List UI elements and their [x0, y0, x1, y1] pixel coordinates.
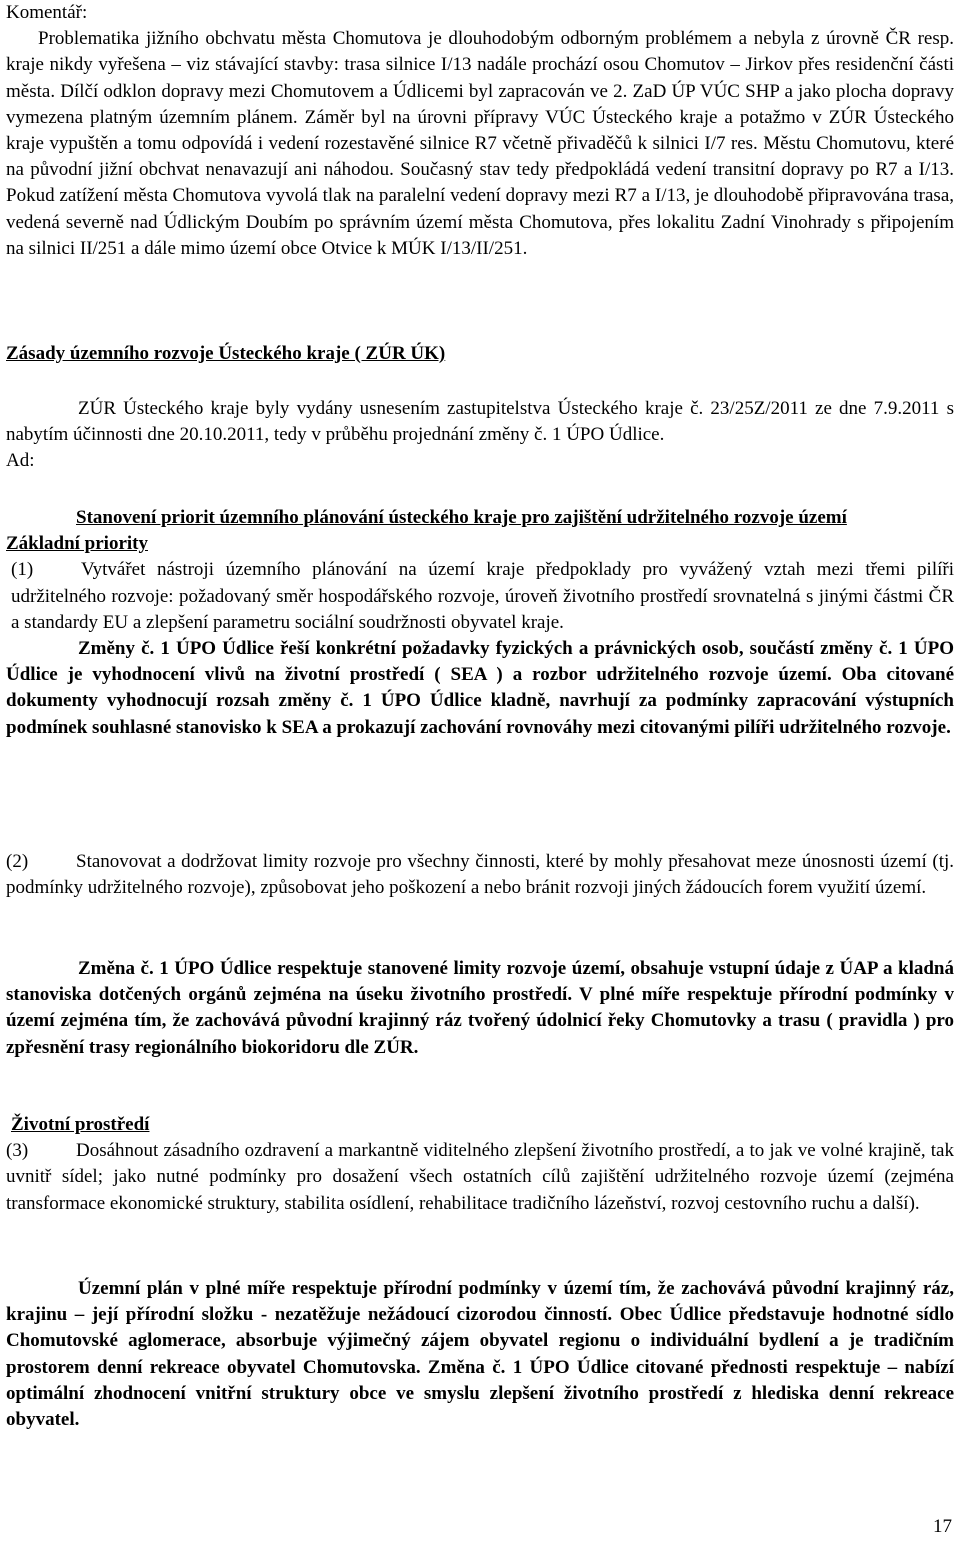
item1-title: Stanovení priorit územního plánování ústeckého kraje pro zajištění udržitelného rozvoje území: [76, 507, 847, 528]
p1-number: (1): [11, 559, 34, 581]
p1-comment: Změny č. 1 ÚPO Údlice řeší konkrétní požadavky fyzických a právnických osob, součástí změny č. 1 ÚPO Údlice je vyhodnocení vlivů na životní prostředí ( SEA ) a rozbor udržitelného rozvoje území. Oba citované dokumenty vyhodnocují rozsah změny č. 1 ÚPO Údlice kladně, navrhují za podmínky zapracování výstupních podmínek souhlasné stanovisko k SEA a prokazují zachování rovnováhy mezi citovanými pilíři udržitelného rozvoje.: [6, 638, 954, 738]
p3-text: Dosáhnout zásadního ozdravení a markantně viditelného zlepšení životního prostředí, a to jak ve volné krajině, tak uvnitř sídel; jako nutné podmínky pro dosažení všech ostatních cílů zajištění udržitelného rozvoje území (zejména transformace ekonomické struktury, stabilita osídlení, rehabilitace tradičního lázeňství, rozvoj cestovního ruchu a další).: [6, 1140, 954, 1214]
p3-paragraph: [6, 1138, 954, 1217]
ad-label: Ad:: [6, 450, 35, 472]
basic-priorities-heading: Základní priority: [6, 533, 148, 555]
p2-comment: Změna č. 1 ÚPO Údlice respektuje stanovené limity rozvoje území, obsahuje vstupní údaje z ÚAP a kladná stanoviska dotčených orgánů zejména na úseku životního prostředí. V plné míře respektuje přírodní podmínky v území zejména tím, že zachovává původní krajinný ráz tvořený údolnicí řeky Chomutovky a trasu ( pravidla ) pro zpřesnění trasy regionálního biokoridoru dle ZÚR.: [6, 958, 954, 1058]
comment-text: Problematika jižního obchvatu města Chomutova je dlouhodobým odborným problémem a nebyla z úrovně ČR resp. kraje nikdy vyřešena – viz stávající stavby: trasa silnice I/13 nadále prochází osou Chomutov – Jirkov přes residenční části města. Dílčí odklon dopravy mezi Chomutovem a Údlicemi byl zapracován ve 2. ZaD ÚP VÚC SHP a jako plocha dopravy vymezena platným územním plánem. Záměr byl na úrovni přípravy VÚC Ústeckého kraje a potažmo v ZÚR Ústeckého kraje vypuštěn a tomu odpovídá i vedení rozestavěné silnice R7 včetně přivaděčů k silnici I/7 res. Městu Chomutovu, které na původní jižní obchvat nenavazují ani náhodou. Současný stav tedy předpokládá vedení transitní dopravy po R7 a I/13. Pokud zatížení města Chomutova vyvolá tlak na paralelní vedení dopravy mezi R7 a I/13, je dlouhodobě připravována trasa, vedená severně nad Údlickým Doubím po správním území města Chomutova, přes lokalitu Zadní Vinohrady s připojením na silnici II/251 a dále mimo území obce Otvice k MÚK I/13/II/251.: [6, 28, 954, 259]
zur-text: ZÚR Ústeckého kraje byly vydány usnesením zastupitelstva Ústeckého kraje č. 23/25Z/2011 ze dne 7.9.2011 s nabytím účinnosti dne 20.10.2011, tedy v průběhu projednání změny č. 1 ÚPO Údlice.: [6, 398, 954, 446]
zur-intro: [6, 396, 954, 475]
p1-text: Vytvářet nástroji územního plánování na území kraje předpoklady pro vyvážený vztah mezi třemi pilíři udržitelného rozvoje: požadovaný směr hospodářského rozvoje, úroveň životního prostředí srovnatelná s jinými částmi ČR a standardy EU a zlepšení parametru sociální soudržnosti obyvatel kraje.: [11, 559, 954, 633]
section-heading: Zásady územního rozvoje Ústeckého kraje ( ZÚR ÚK): [6, 343, 446, 364]
p2-comment-block: [6, 956, 954, 1061]
p3-comment: Územní plán v plné míře respektuje přírodní podmínky v území tím, že zachovává původní krajinný ráz, krajinu – její přírodní složku - nezatěžuje nežádoucí cizorodou činností. Obec Údlice představuje hodnotné sídlo Chomutovské aglomerace, absorbuje výjimečný zájem obyvatel regionu o individuální bydlení a je tradičním prostorem denní rekreace obyvatel Chomutovska. Změna č. 1 ÚPO Údlice citované přednosti respektuje – nabízí optimální zhodnocení vnitřní struktury obce ve smyslu zlepšení životního prostředí z hlediska denní rekreace obyvatel.: [6, 1278, 954, 1431]
p2-text: Stanovovat a dodržovat limity rozvoje pro všechny činnosti, které by mohly přesahovat meze únosnosti území (tj. podmínky udržitelného rozvoje), způsobovat jeho poškození a nebo bránit rozvoji jiných žádoucích forem využití území.: [6, 851, 954, 899]
env-heading: Životní prostředí: [11, 1114, 150, 1135]
p3-comment-block: [6, 1276, 954, 1433]
p3-number: (3): [6, 1140, 29, 1162]
zur-section: [6, 341, 954, 367]
item1-block: [6, 505, 954, 741]
item1-number: [6, 505, 76, 531]
p2-paragraph: [6, 849, 954, 901]
comment-label: Komentář:: [6, 2, 88, 23]
env-block: [6, 1112, 954, 1217]
comment-block: [6, 0, 954, 262]
p2-block: [6, 849, 954, 901]
p1-paragraph: [6, 557, 954, 636]
p2-number: (2): [6, 851, 29, 872]
page-number: 17: [933, 1516, 952, 1537]
item1-heading: [6, 505, 954, 531]
